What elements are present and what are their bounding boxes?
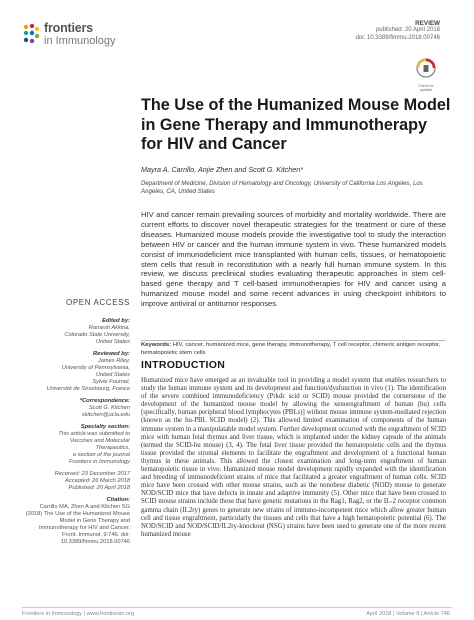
specialty-line: Frontiers in Immunology	[68, 459, 130, 465]
introduction-body: Humanized mice have emerged as an invaluable tool in providing a model system that enables researchers to study the human immune system and its development and function/dysfunction in vivo (1). The identification of the severe combined immunodeficiency (Prkdc scid or SCID) mouse provided the cornerstone of the development of the humanized mouse model by allowing the xenoengraftment of human (hu) cells [specifically, human peripheral blood lymphocytes (PBLs)] without mouse immune system-mediated rejection (known as the hu-PBL SCID model) (2). This allowed limited examination of components of the human immune system in a manipulatable model system. Further development occurred with the engraftment of SCID mice with human fetal thymus and liver tissue, which is implanted under the kidney capsule of the animals (termed the SCID-hu mouse) (3, 4). The fetal liver tissue provided the hematopoietic cells and the thymus tissue provided the stromal elements to facilitate the engraftment and development of a functional human thymus in these animals. This allowed the closest examination and long-term engraftment of human hematopoietic tissue in vivo. Humanized mouse model development rapidly expanded with the identification and breeding of immunodeficient strains of mice that facilitated a greater engraftment of human cells. SCID mice have been crossed with other mouse strains, such as the nonobese diabetic (NOD) mouse to generate NOD/SCID mice that have defects in innate and adaptive immunity (5). Other mice that have been crossed to SCID mouse strains include those that have genetic mutations in the Rag1, Rag2, or the IL-2 receptor common gamma chain (IL2ry) genes to generate new strains of immuno-incompetent mice which allow greater human cell and tissue engraftment, particularly the tissues and cells that have a high hematopoietic potential (6). The NOD/SCID and NOD/SCID/IL2ry-knockout (NSG) strains have been used to generate one of the more recent humanized mouse	[141, 377, 446, 538]
article-title: The Use of the Humanized Mouse Model in Gene Therapy and Immunotherapy for HIV and Cancer	[141, 96, 451, 153]
reviewed-by-line: James Riley,	[97, 358, 130, 364]
specialty-line: a section of the journal	[72, 452, 130, 458]
correspondence-label: *Correspondence:	[79, 398, 130, 404]
article-authors: Mayra A. Carrillo, Anjie Zhen and Scott G. Kitchen*	[141, 165, 304, 174]
update-check-icon	[414, 57, 438, 79]
article-abstract: HIV and cancer remain prevailing sources of morbidity and mortality worldwide. There are current efforts to discover novel therapeutic strategies for the treatment or cure of these diseases. Humanized mouse models provide the investigative tool to study the interaction between HIV or cancer and the human immune system in vivo. These humanized models consist of immunodeficient mice transplanted with human cells, tissues, or hematopoietic stem cells that result in reconstitution with a nearly full human immune system. In this review, we discuss preclinical studies evaluating therapeutic approaches in stem cell-based gene therapy and T cell-based immunotherapies for HIV and cancer using a humanized mouse model and some recent advances in using checkpoint inhibitors to improve antiviral or antitumor responses.	[141, 210, 446, 309]
specialty-line: Therapeutics,	[95, 445, 130, 451]
frontiers-logo-icon	[22, 23, 40, 45]
keywords-divider	[141, 340, 446, 341]
reviewed-by-line: United States	[95, 372, 130, 378]
received-date: Received: 23 December 2017	[54, 471, 130, 477]
reviewed-by-line: Université de Strasbourg, France	[46, 386, 130, 392]
footer-volume: April 2018 | Volume 9 | Article 746	[366, 611, 450, 617]
reviewed-by-line: University of Pennsylvania,	[61, 365, 130, 371]
keywords-list: HIV, cancer, humanized mice, gene therapy, immunotherapy, T cell receptor, chimeric antigen receptor, hematopoietic stem cells	[141, 342, 441, 356]
sidebar-published-date: Published: 20 April 2018	[68, 485, 130, 491]
edited-by-line: Colorado State University,	[64, 332, 130, 338]
accepted-date: Accepted: 26 March 2018	[65, 478, 130, 484]
correspondence-email[interactable]: skitchen@ucla.edu	[81, 412, 130, 418]
footer-divider	[22, 607, 452, 608]
article-sidebar	[25, 313, 130, 546]
check-for-updates-badge[interactable]	[414, 57, 438, 92]
journal-name-line1: frontiers	[44, 21, 93, 35]
correspondence-name: Scott G. Kitchen	[88, 405, 130, 411]
journal-name-line2: in Immunology	[44, 35, 116, 47]
open-access-label: OPEN ACCESS	[66, 298, 130, 307]
published-date: published: 20 April 2018	[375, 27, 440, 34]
edited-by-line: Ramesh Akkina,	[88, 325, 130, 331]
specialty-line: This article was submitted to	[58, 431, 130, 437]
journal-logo[interactable]	[22, 20, 142, 50]
article-keywords	[141, 342, 446, 357]
keywords-label: Keywords:	[141, 342, 172, 348]
citation-text: Carrillo MA, Zhen A and Kitchen SG (2018) The Use of the Humanized Mouse Model in Gene Therapy and Immunotherapy for HIV and Cancer. Front. Immunol. 9:746. doi: 10.3389/fimmu.2018.00746	[25, 504, 130, 545]
introduction-heading: INTRODUCTION	[141, 359, 226, 371]
edited-by-label: Edited by:	[101, 318, 130, 324]
article-type: REVIEW	[415, 20, 440, 27]
author-affiliation: Department of Medicine, Division of Hematology and Oncology, University of California Los Angeles, Los Angeles, CA, United States	[141, 180, 423, 195]
specialty-line: Vaccines and Molecular	[69, 438, 130, 444]
reviewed-by-line: Sylvie Fournel,	[92, 379, 130, 385]
citation-label: Citation:	[106, 497, 130, 503]
specialty-section-label: Specialty section:	[80, 424, 130, 430]
edited-by-line: United States	[95, 339, 130, 345]
article-meta	[356, 20, 440, 42]
reviewed-by-label: Reviewed by:	[92, 351, 130, 357]
article-doi[interactable]: doi: 10.3389/fimmu.2018.00746	[355, 34, 440, 41]
check-for-updates-label: Check for updates	[418, 84, 434, 92]
footer-journal[interactable]: Frontiers in Immunology | www.frontiersin.org	[22, 611, 135, 617]
